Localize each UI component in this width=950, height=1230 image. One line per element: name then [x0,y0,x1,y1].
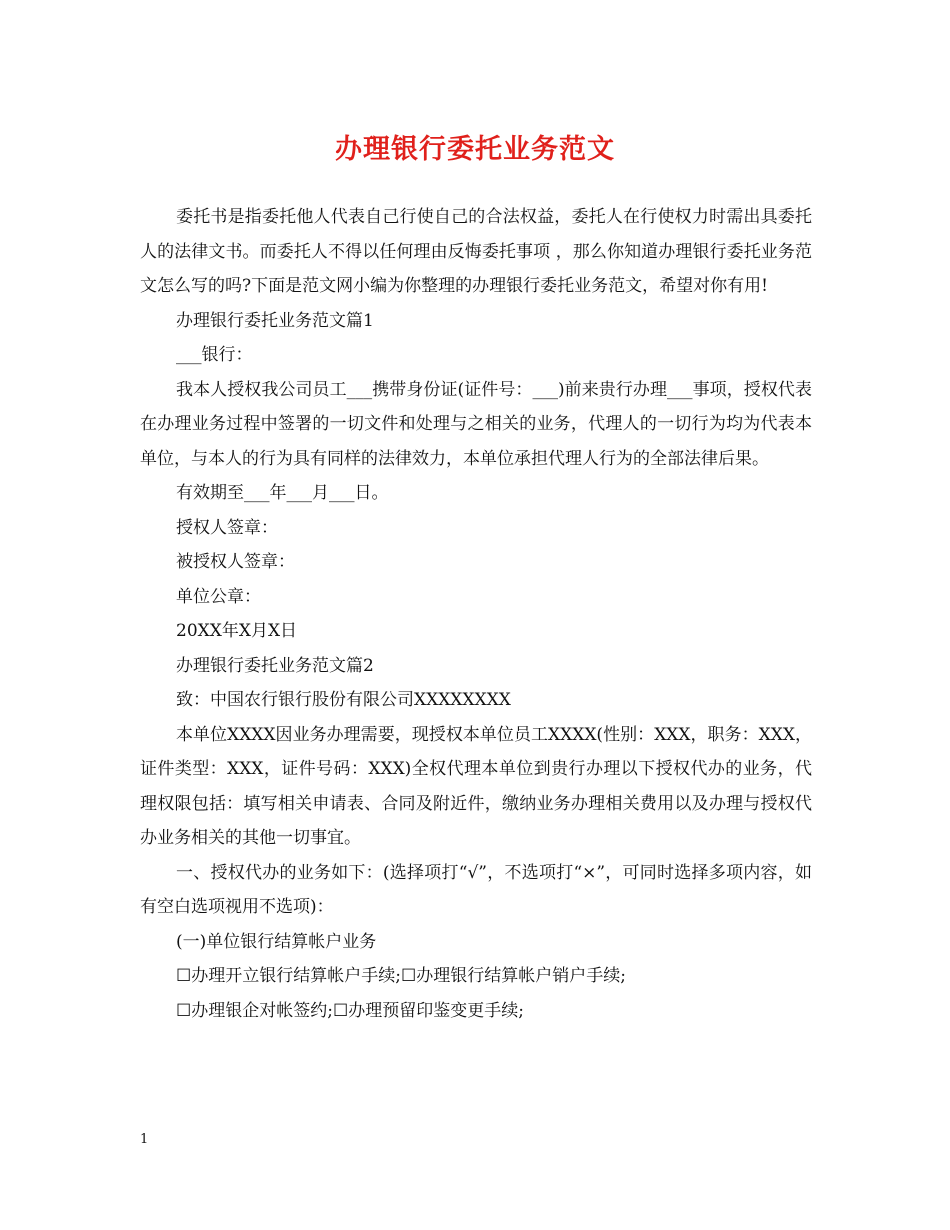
paragraph-company-seal: 单位公章： [176,586,261,607]
document-body [140,200,812,1028]
paragraph-section-account: (一)单位银行结算帐户业务 [176,931,377,952]
paragraph-authorization-2: 本单位XXXX因业务办理需要，现授权本单位员工XXXX(性别：XXX，职务：XXX，证件类型：XXX，证件号码：XXX)全权代理本单位到贵行办理以下授权代办的业务，代理权限包括：填写相关申请表、合同及附近件，缴纳业务办理相关费用以及办理与授权代办业务相关的其他一切事宜。 [140,724,812,848]
paragraph-grantor-signature: 授权人签章： [176,517,278,538]
paragraph-addressee-abc: 致：中国农行银行股份有限公司XXXXXXXX [176,690,511,710]
paragraph-grantee-signature: 被授权人签章： [176,552,295,572]
paragraph-valid-until: 有效期至___年___月___日。 [176,483,389,503]
paragraph-intro: 委托书是指委托他人代表自己行使自己的合法权益，委托人在行使权力时需出具委托人的法律文书。而委托人不得以任何理由反悔委托事项 ，那么你知道办理银行委托业务范文怎么写的吗?下面是范文网小编为你整理的办理银行委托业务范文，希望对你有用! [140,207,812,296]
document-title: 办理银行委托业务范文 [335,134,615,165]
paragraph-heading-2: 办理银行委托业务范文篇2 [176,655,374,676]
paragraph-authorization: 我本人授权我公司员工___携带身份证(证件号：___)前来贵行办理___事项，授权代表在办理业务过程中签署的一切文件和处理与之相关的业务，代理人的一切行为均为代表本单位，与本人的行为具有同样的法律效力，本单位承担代理人行为的全部法律后果。 [140,379,812,469]
paragraph-checkbox-line-1: ☐办理开立银行结算帐户手续;☐办理银行结算帐户销户手续; [176,966,626,986]
paragraph-business-list: 一、授权代办的业务如下：(选择项打“√”，不选项打“×”，可同时选择多项内容，如有空白选项视用不选项)： [140,862,812,917]
paragraph-date: 20XX年X月X日 [176,621,298,641]
paragraph-checkbox-line-2: ☐办理银企对帐签约;☐办理预留印鉴变更手续; [176,1000,524,1021]
paragraph-heading-1: 办理银行委托业务范文篇1 [176,310,374,331]
page-number: 1 [140,1132,149,1147]
paragraph-bank-addressee: ___银行： [176,345,253,365]
